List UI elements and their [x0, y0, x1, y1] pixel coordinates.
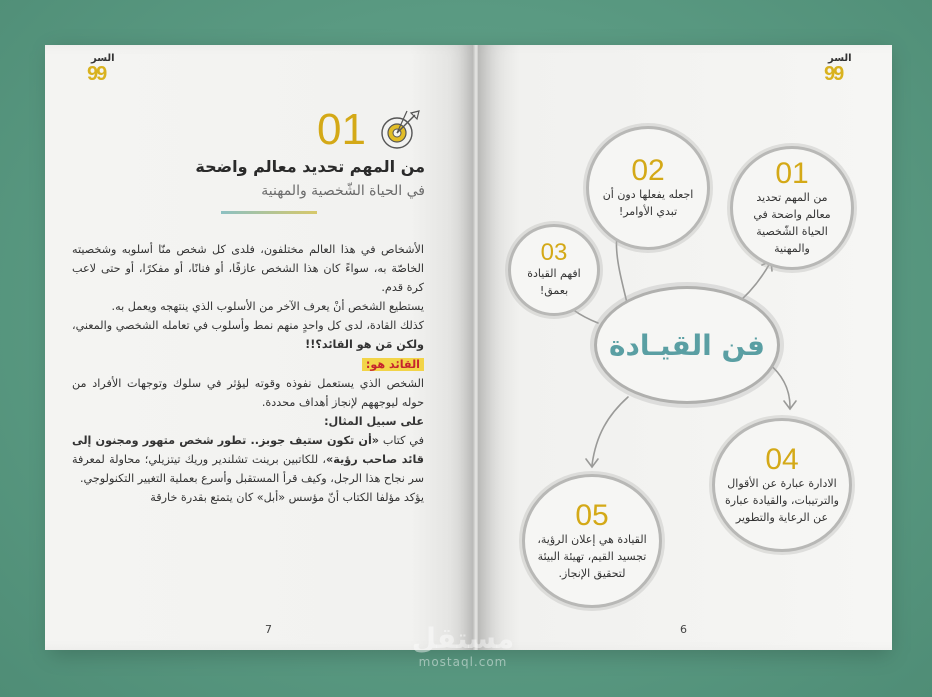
circle-text: افهم القيادة بعمق! [527, 267, 581, 297]
watermark-logo: مستقل [411, 622, 515, 655]
page-number-left: 7 [265, 623, 272, 636]
question-text: ولكن مَن هو القائد؟!! [305, 338, 424, 352]
circle-item-01 [730, 146, 854, 270]
body-text [72, 240, 424, 507]
accent-line [221, 211, 317, 214]
example-pre: في كتاب [379, 433, 424, 447]
leader-label-line [72, 355, 424, 374]
center-oval [594, 286, 780, 404]
logo-number: 99 [87, 63, 106, 85]
last-line: يؤكد مؤلفا الكتاب أنّ مؤسس «أبل» كان يتمتع بقدرة خارقة [150, 491, 424, 505]
circle-number: 03 [540, 239, 568, 266]
circle-item-04 [712, 418, 852, 552]
page-subtitle: في الحياة الشّخصية والمهنية [261, 183, 425, 199]
circle-text: الادارة عبارة عن الأقوال والترتيبات، والقيادة عبارة عن الرعاية والتطوير [725, 476, 839, 524]
arrow-to-05 [592, 397, 628, 465]
circle-item-05 [522, 474, 662, 608]
logo-number: 99 [824, 63, 843, 85]
circle-text: من المهم تحديد معالم واضحة في الحياة الشّخصية والمهنية [753, 191, 831, 255]
circle-number: 02 [631, 154, 665, 187]
section-number: 01 [317, 105, 366, 154]
logo-text: السر [91, 53, 115, 64]
paragraph: يستطيع الشخص أنْ يعرف الآخر من الأسلوب الذي ينتهجه ويعمل به. [111, 300, 424, 314]
circle-text: اجعله يفعلها دون أن تبدي الأوامر! [602, 188, 694, 218]
target-icon [375, 109, 425, 151]
circle-number: 01 [775, 157, 809, 190]
circle-item-02 [586, 126, 710, 250]
circle-item-03 [508, 224, 600, 316]
page-title: من المهم تحديد معالم واضحة [195, 157, 425, 176]
page-number-right: 6 [680, 623, 687, 636]
example-paragraph [72, 431, 424, 488]
example-book: «أن تكون ستيف جوبز.. تطور شخص متهور ومجنون إلى قائد صاحب رؤية» [72, 433, 424, 467]
watermark-url: mostaql.com [418, 655, 508, 669]
logo-text: السر [828, 53, 852, 64]
circle-text: القيادة هي إعلان الرؤية، تجسيد القيم، تهيئة البيئة لتحقيق الإنجاز. [537, 532, 647, 580]
paragraph-text: كذلك القادة، لدى كل واحدٍ منهم نمط وأسلوب في تعامله الشخصي والمعني، [72, 319, 424, 333]
leader-label: القائد هو: [362, 358, 424, 371]
logo [81, 55, 127, 89]
paragraph [72, 316, 424, 354]
circle-number: 04 [765, 442, 799, 476]
example-label: على سبيل المثال: [324, 414, 424, 428]
example-rest: ، للكاتبين برينت تشلندير وريك تيتزيلي؛ محاولة لمعرفة سر نجاح هذا الرجل، وكيف قرأ المستقبل وأسرع بعملية التغيير التكنولوجي. [72, 453, 424, 486]
circle-number: 05 [575, 498, 609, 532]
leader-definition: الشخص الذي يستعمل نفوذه وقوته ليؤثر في سلوك وتوجهات الأفراد من حوله ليوجههم لإنجاز أهداف محددة. [72, 376, 424, 409]
center-title: فن القيـادة [609, 328, 765, 362]
paragraph: الأشخاص في هذا العالم مختلفون، فلدى كل شخص منّا أسلوبه وشخصيته الخاصّة به، سواءً كان هذا الشخص عازفًا، أو فنانًا، أو مفكرًا، أو حتى لاعب كرة قدم. [72, 243, 424, 295]
watermark [388, 622, 538, 669]
